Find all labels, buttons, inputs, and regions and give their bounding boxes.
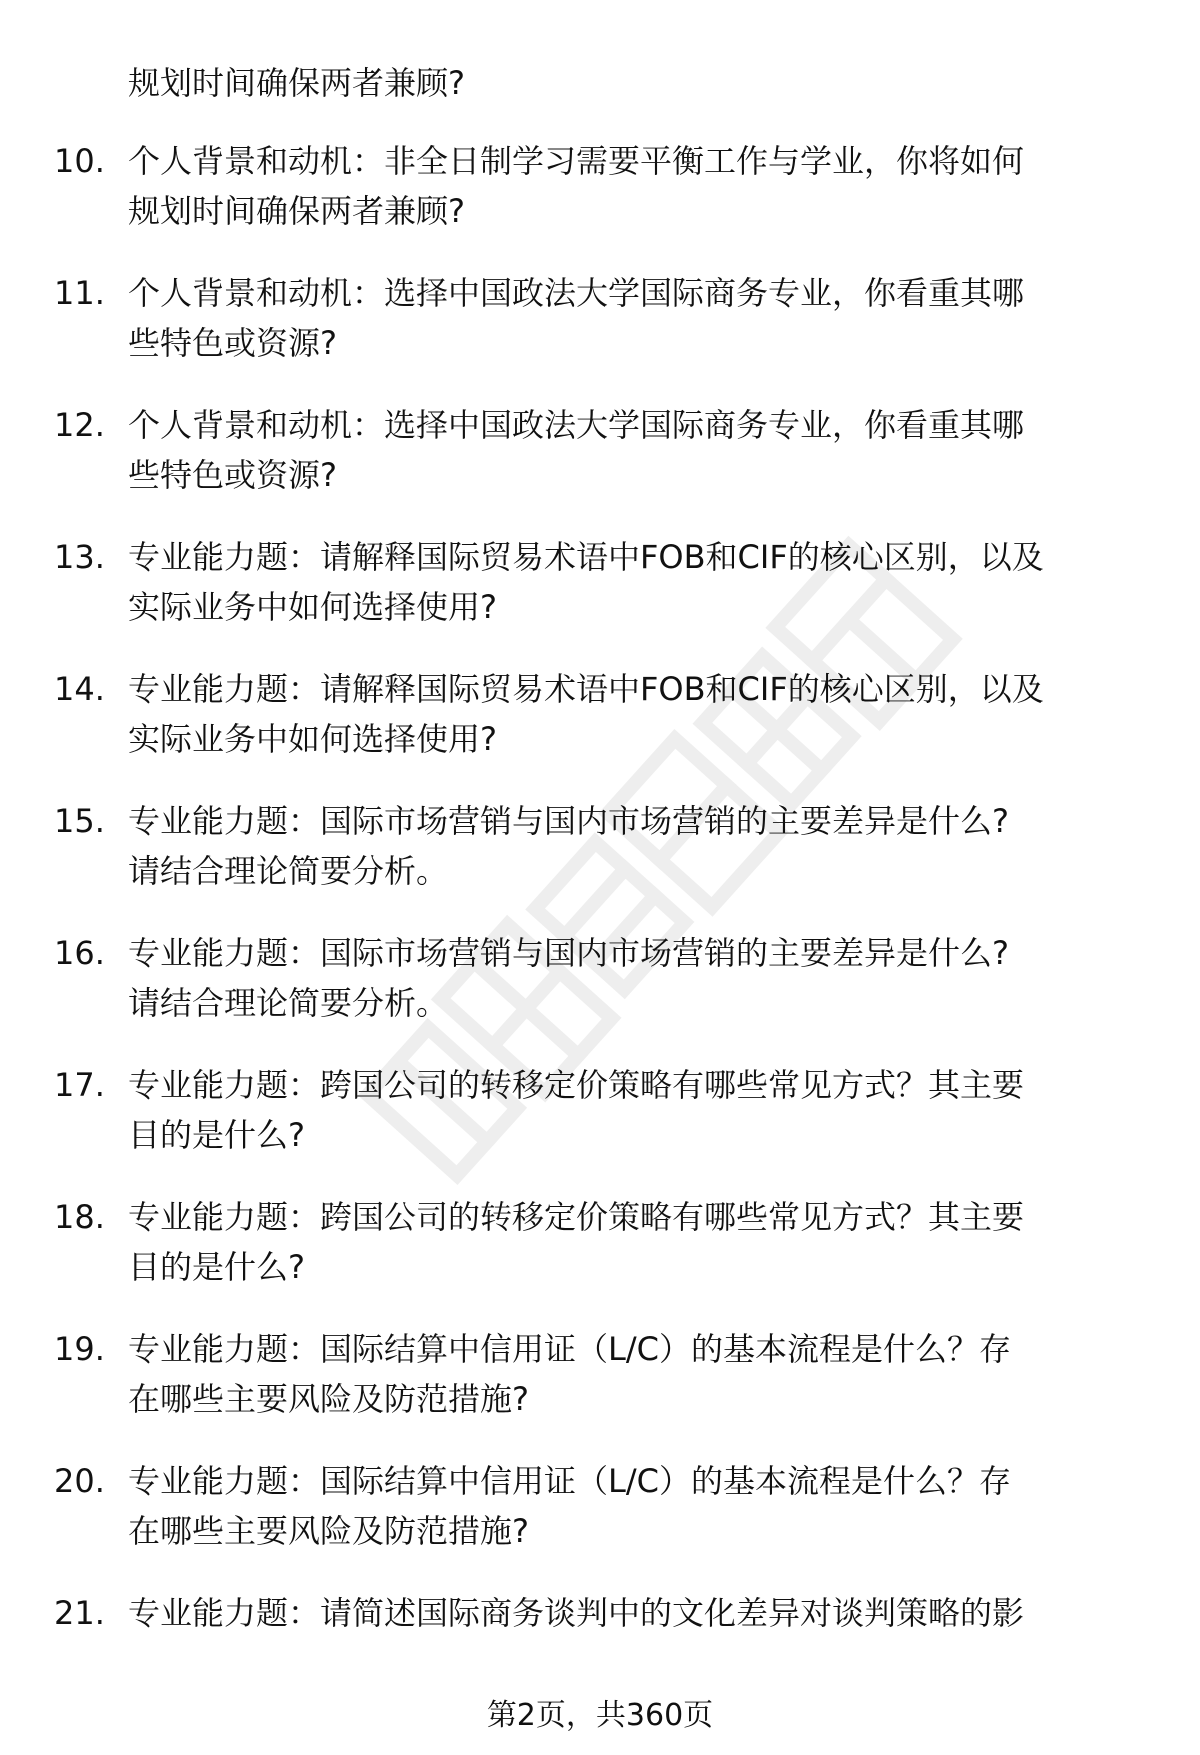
item-text-line: 在哪些主要风险及防范措施? — [128, 1380, 529, 1418]
item-text-line: 专业能力题：跨国公司的转移定价策略有哪些常见方式？其主要 — [128, 1066, 1025, 1104]
item-text — [128, 1588, 1168, 1638]
continued-item-text: 规划时间确保两者兼顾? — [128, 64, 465, 102]
question-list — [0, 136, 1200, 1720]
item-number: 11. — [54, 274, 105, 312]
item-text-line: 规划时间确保两者兼顾? — [128, 192, 465, 230]
item-text — [128, 400, 1168, 500]
item-text-line: 实际业务中如何选择使用? — [128, 720, 497, 758]
item-text-line: 个人背景和动机：选择中国政法大学国际商务专业，你看重其哪 — [128, 406, 1025, 444]
list-item — [0, 1192, 1200, 1324]
item-text — [128, 796, 1168, 896]
item-text-line: 专业能力题：国际结算中信用证（L/C）的基本流程是什么？存 — [128, 1462, 1011, 1500]
item-text-line: 专业能力题：国际市场营销与国内市场营销的主要差异是什么? — [128, 802, 1009, 840]
item-text-line: 在哪些主要风险及防范措施? — [128, 1512, 529, 1550]
item-text-line: 专业能力题：请解释国际贸易术语中FOB和CIF的核心区别，以及 — [128, 670, 1044, 708]
item-text-line: 个人背景和动机：选择中国政法大学国际商务专业，你看重其哪 — [128, 274, 1025, 312]
item-number: 18. — [54, 1198, 105, 1236]
item-text-line: 目的是什么? — [128, 1248, 305, 1286]
item-text-line: 专业能力题：国际结算中信用证（L/C）的基本流程是什么？存 — [128, 1330, 1011, 1368]
item-number: 14. — [54, 670, 105, 708]
list-item — [0, 796, 1200, 928]
item-text-line: 专业能力题：跨国公司的转移定价策略有哪些常见方式？其主要 — [128, 1198, 1025, 1236]
list-item — [0, 664, 1200, 796]
list-item — [0, 928, 1200, 1060]
item-number: 20. — [54, 1462, 105, 1500]
list-item — [0, 1060, 1200, 1192]
item-number: 12. — [54, 406, 105, 444]
item-number: 16. — [54, 934, 105, 972]
list-item — [0, 532, 1200, 664]
item-text — [128, 1192, 1168, 1292]
item-text-line: 专业能力题：请解释国际贸易术语中FOB和CIF的核心区别，以及 — [128, 538, 1044, 576]
list-item — [0, 1456, 1200, 1588]
item-text-line: 专业能力题：国际市场营销与国内市场营销的主要差异是什么? — [128, 934, 1009, 972]
item-number: 17. — [54, 1066, 105, 1104]
item-text — [128, 136, 1168, 236]
list-item — [0, 268, 1200, 400]
item-text-line: 实际业务中如何选择使用? — [128, 588, 497, 626]
item-text-line: 专业能力题：请简述国际商务谈判中的文化差异对谈判策略的影 — [128, 1594, 1025, 1632]
item-text — [128, 1324, 1168, 1424]
item-text — [128, 928, 1168, 1028]
item-text — [128, 664, 1168, 764]
item-text — [128, 1456, 1168, 1556]
item-text — [128, 532, 1168, 632]
list-item — [0, 1324, 1200, 1456]
item-text-line: 些特色或资源? — [128, 324, 337, 362]
item-text-line: 请结合理论简要分析。 — [128, 984, 449, 1022]
item-number: 21. — [54, 1594, 105, 1632]
list-item — [0, 400, 1200, 532]
page-footer: 第2页，共360页 — [486, 1698, 714, 1733]
item-text-line: 个人背景和动机：非全日制学习需要平衡工作与学业，你将如何 — [128, 142, 1025, 180]
item-text-line: 目的是什么? — [128, 1116, 305, 1154]
list-item — [0, 136, 1200, 268]
item-text-line: 请结合理论简要分析。 — [128, 852, 449, 890]
item-text — [128, 268, 1168, 368]
item-text — [128, 1060, 1168, 1160]
item-number: 15. — [54, 802, 105, 840]
item-number: 19. — [54, 1330, 105, 1368]
item-text-line: 些特色或资源? — [128, 456, 337, 494]
item-number: 13. — [54, 538, 105, 576]
item-number: 10. — [54, 142, 105, 180]
